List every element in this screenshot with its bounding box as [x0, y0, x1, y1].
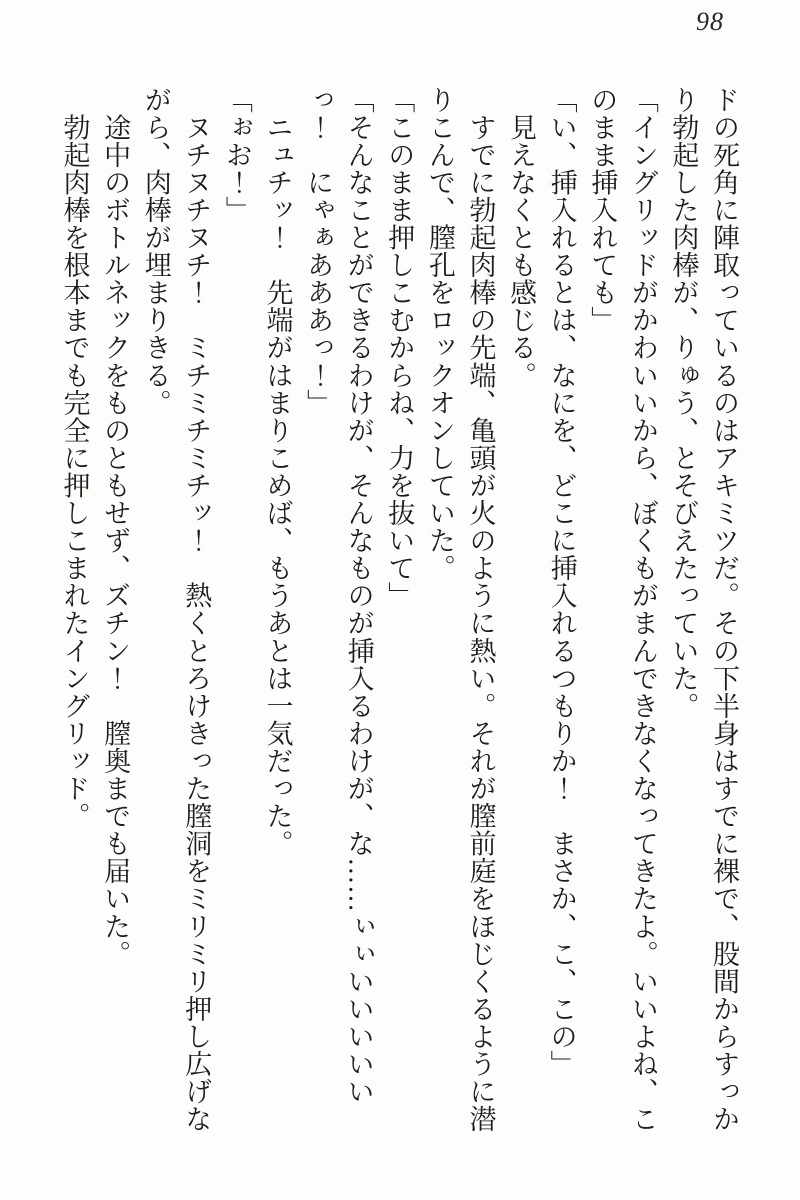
paragraph: 「そんなことができるわけが、そんなものが挿入るわけが、な……ぃぃいいいいいっ！ にゃぁあああっ！」 [303, 86, 374, 1106]
paragraph: 途中のボトルネックをものともせず、ズチン！ 膣奥までも届いた。 [100, 86, 131, 968]
paragraph: 「このまま押しこむからね、力を抜いて」 [384, 86, 415, 610]
vertical-text-block [52, 86, 744, 1136]
paragraph: 「い、挿入れるとは、なにを、どこに挿入れるつもりか！ まさか、こ、この」 [546, 86, 577, 1078]
page-number: 98 [696, 7, 724, 36]
paragraph: ヌチヌチヌチ！ ミチミチミチッ！ 熱くとろけきった膣洞をミリミリ押し広げながら、肉棒が埋まりきる。 [140, 86, 212, 1133]
paragraph: 見えなくとも感じる。 [506, 86, 537, 390]
paragraph: 勃起肉棒を根本までも完全に押しこまれたイングリッド。 [59, 86, 90, 830]
paragraph: 「イングリッドがかわいいから、ぼくもがまんできなくなってきたよ。いいよね、このまま挿入れても」 [587, 86, 658, 1133]
paragraph: ニュチッ！ 先端がはまりこめば、もうあとは一気だった。 [262, 86, 293, 858]
paragraph: ドの死角に陣取っているのはアキミツだ。その下半身はすでに裸で、股間からすっかり勃起した肉棒が、りゅう、とそびえたっていた。 [668, 86, 739, 1133]
paragraph: 「ぉお！」 [221, 86, 252, 224]
paragraph: すでに勃起肉棒の先端、亀頭が火のように熱い。それが膣前庭をほじくるように潜りこんで、膣孔をロックオンしていた。 [424, 86, 496, 1133]
